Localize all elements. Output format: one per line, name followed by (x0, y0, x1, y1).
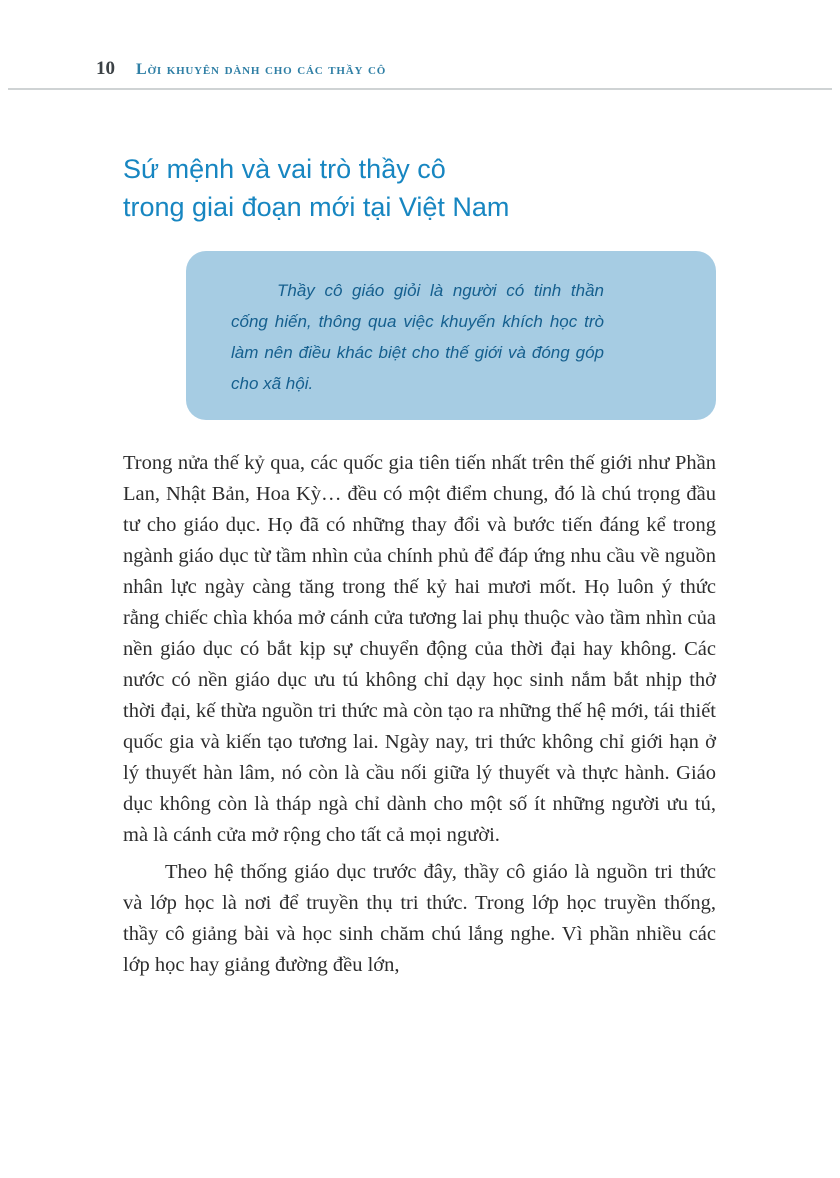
paragraph-2: Theo hệ thống giáo dục trước đây, thầy cô giáo là nguồn tri thức và lớp học là nơi để truyền thụ tri thức. Trong lớp học truyền thống, thầy cô giảng bài và học sinh chăm chú lắng nghe. Vì phần nhiều các lớp học hay giảng đường đều lớn, (123, 861, 716, 976)
chapter-title-line1: Sứ mệnh và vai trò thầy cô (123, 154, 446, 184)
page-number: 10 (96, 58, 115, 79)
body-text (123, 448, 716, 981)
running-title: Lời khuyên dành cho các thầy cô (136, 61, 387, 78)
header-divider (8, 88, 832, 90)
running-header (0, 58, 840, 84)
quote-box (186, 251, 716, 420)
chapter-title-line2: trong giai đoạn mới tại Việt Nam (123, 192, 510, 222)
chapter-title (123, 150, 509, 226)
quote-text: Thầy cô giáo giỏi là người có tinh thần cống hiến, thông qua việc khuyến khích học trò làm nên điều khác biệt cho thế giới và đóng góp cho xã hội. (231, 281, 604, 393)
paragraph-1: Trong nửa thế kỷ qua, các quốc gia tiên tiến nhất trên thế giới như Phần Lan, Nhật Bản, Hoa Kỳ… đều có một điểm chung, đó là chú trọng đầu tư cho giáo dục. Họ đã có những thay đổi và bước tiến đáng kể trong ngành giáo dục từ tầm nhìn của chính phủ để đáp ứng nhu cầu về nguồn nhân lực ngày càng tăng trong thế kỷ hai mươi mốt. Họ luôn ý thức rằng chiếc chìa khóa mở cánh cửa tương lai phụ thuộc vào tầm nhìn của nền giáo dục có bắt kịp sự chuyển động của thời đại hay không. Các nước có nền giáo dục ưu tú không chỉ dạy học sinh nắm bắt nhịp thở thời đại, kế thừa nguồn tri thức mà còn tạo ra những thế hệ mới, tái thiết quốc gia và kiến tạo tương lai. Ngày nay, tri thức không chỉ giới hạn ở lý thuyết hàn lâm, nó còn là cầu nối giữa lý thuyết và thực hành. Giáo dục không còn là tháp ngà chỉ dành cho một số ít những người ưu tú, mà là cánh cửa mở rộng cho tất cả mọi người. (123, 452, 716, 846)
